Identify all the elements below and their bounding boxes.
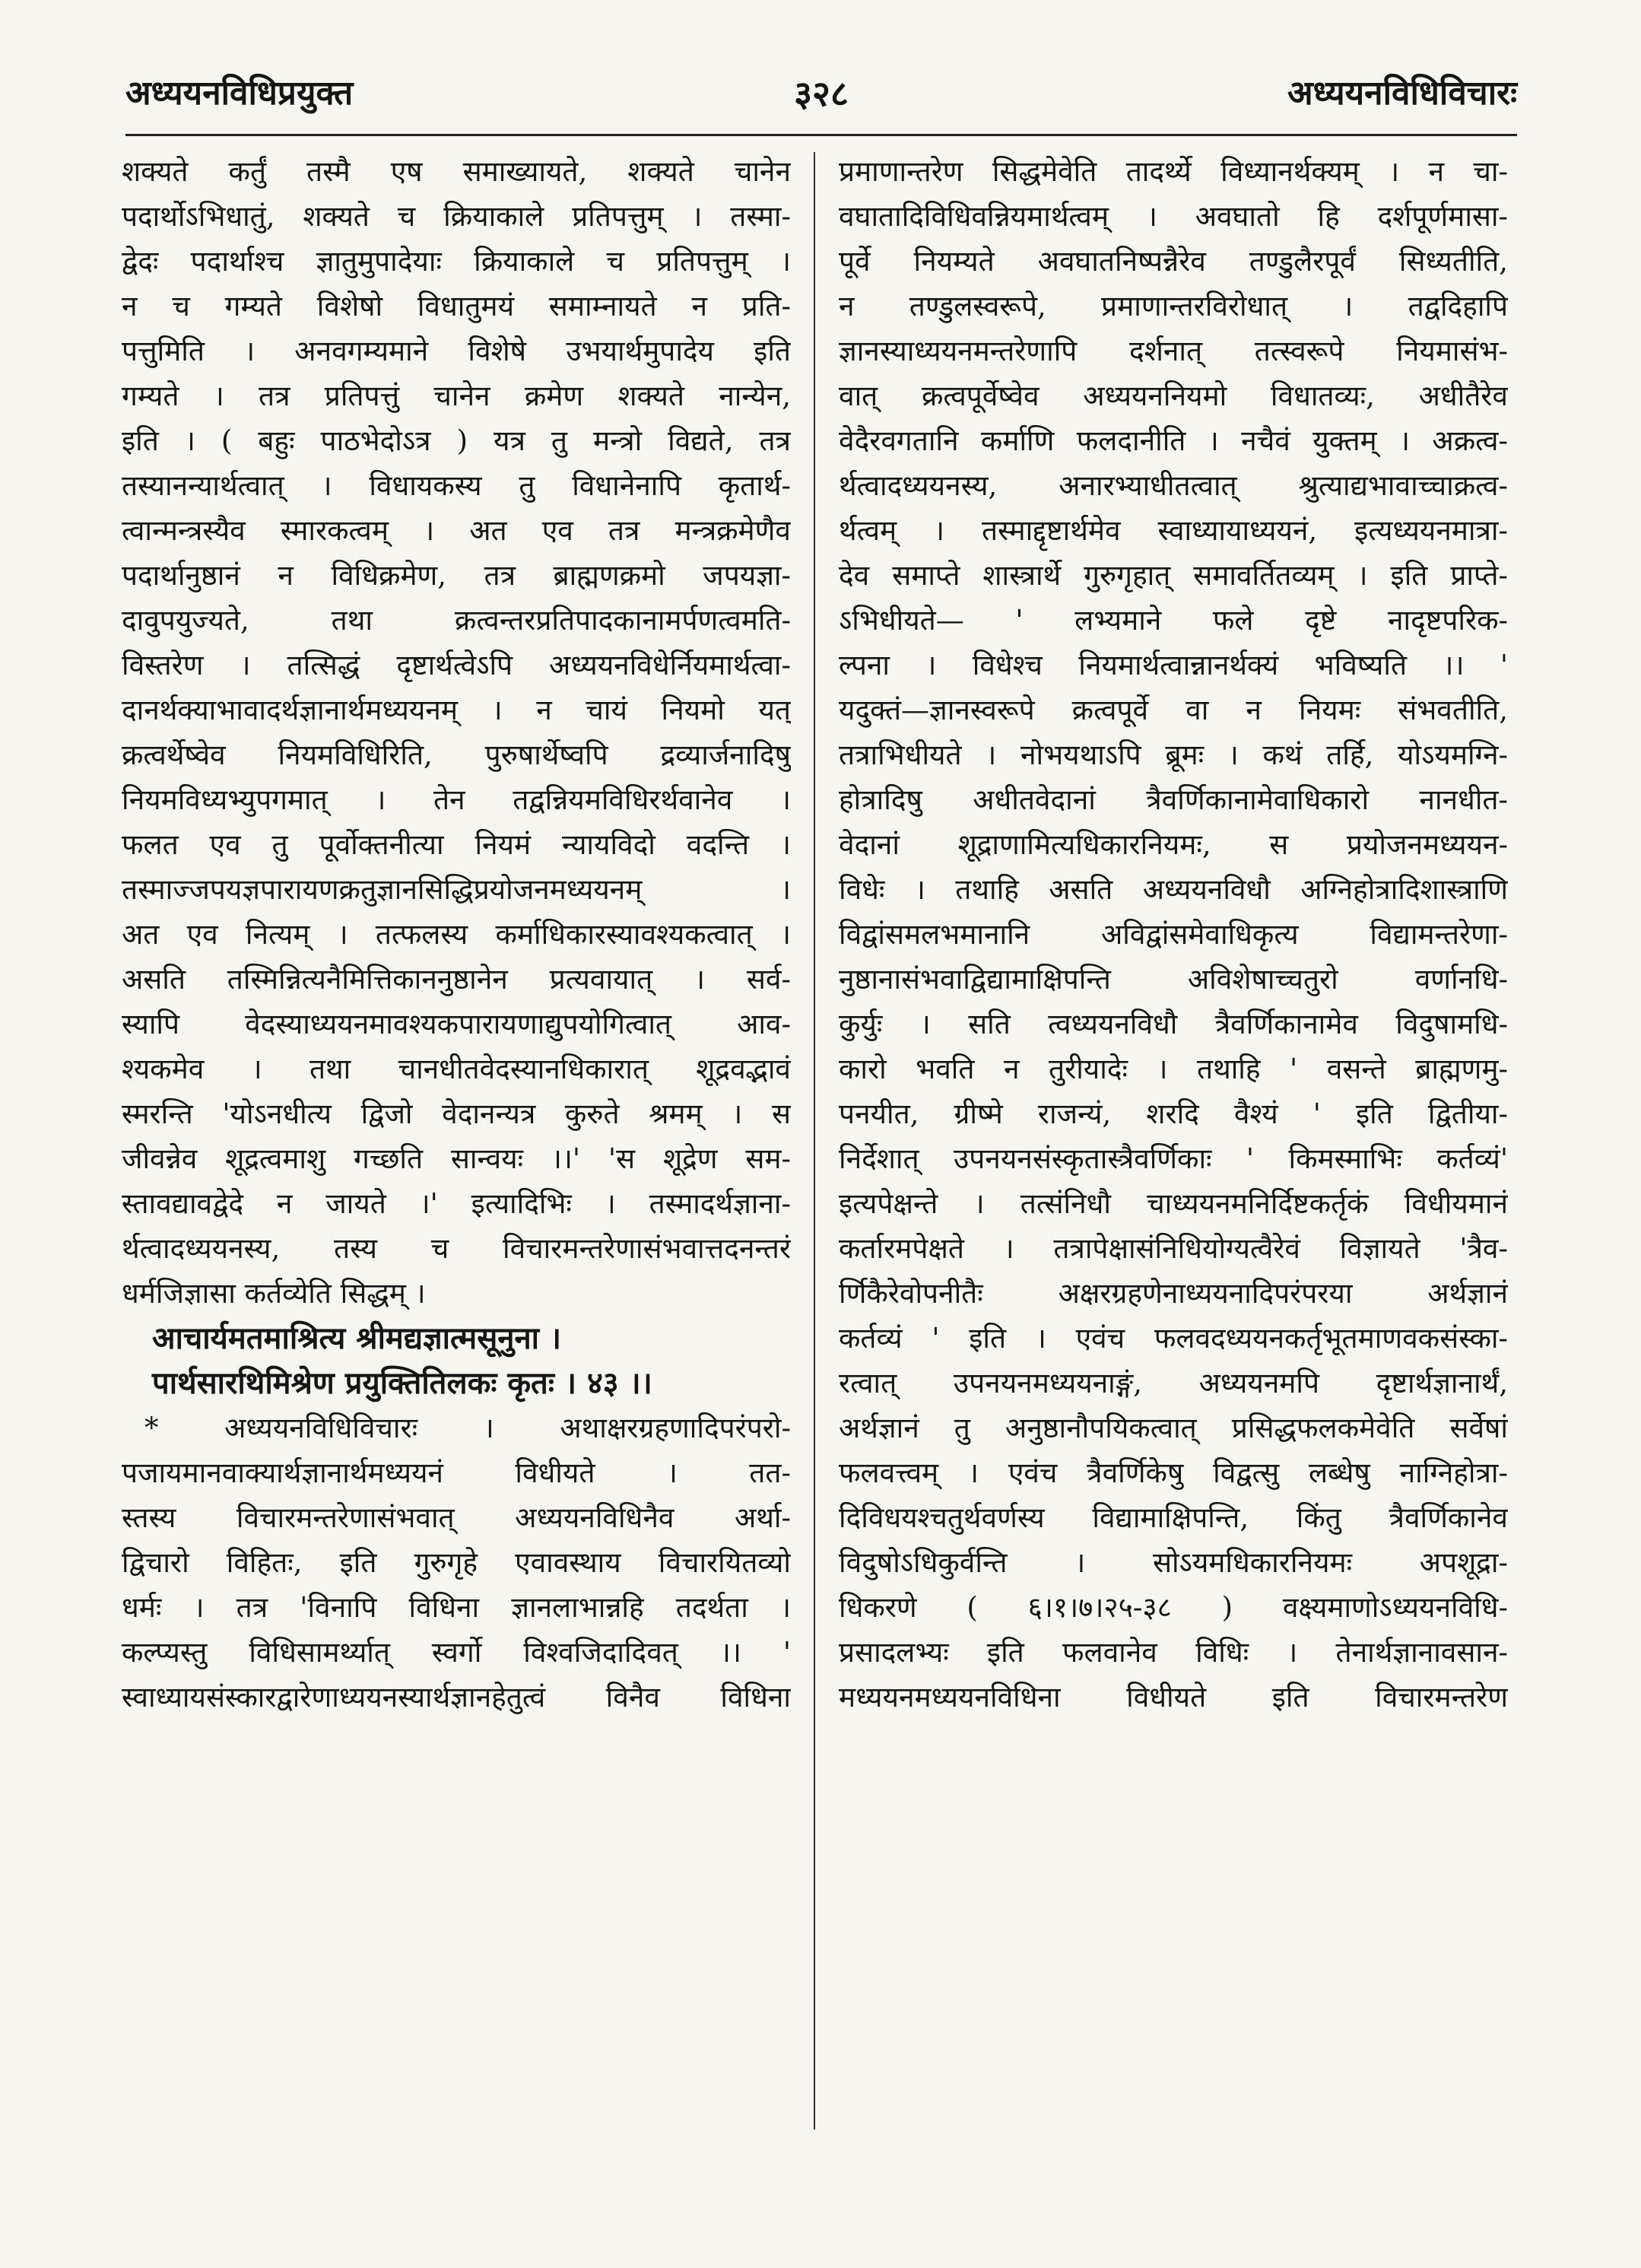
- text-line: कुर्युः । सति त्वध्ययनविधौ त्रैवर्णिकानामेव विदुषामधि-: [839, 1008, 1508, 1040]
- text-line: तस्माज्जपयज्ञपारायणक्रतुज्ञानसिद्धिप्रयोजनमध्ययनम् ।: [122, 873, 791, 906]
- text-line: पनयीत, ग्रीष्मे राजन्यं, शरदि वैश्यं ' इति द्वितीया-: [839, 1097, 1508, 1130]
- header-rule: [125, 134, 1517, 136]
- text-line: कारो भवति न तुरीयादेः । तथाहि ' वसन्ते ब्राह्मणमु-: [839, 1053, 1508, 1085]
- text-line: नियमविध्यभ्युपगमात् । तेन तद्वन्नियमविधिरर्थवानेव ।: [122, 783, 791, 816]
- text-line: मध्ययनमध्ययनविधिना विधीयते इति विचारमन्तरेण: [839, 1681, 1508, 1714]
- text-line: धर्मः । तत्र 'विनापि विधिना ज्ञानलाभान्नहि तदर्थता ।: [122, 1591, 791, 1624]
- page-number: ३२८: [794, 73, 849, 114]
- text-line: दावुपयुज्यते, तथा क्रत्वन्तरप्रतिपादकानामर्पणत्वमति-: [122, 604, 791, 637]
- running-head-right: अध्ययनविधिविचारः: [1287, 74, 1517, 113]
- text-line: स्तावद्यावद्वेदे न जायते ।' इत्यादिभिः । तस्मादर्थज्ञाना-: [122, 1187, 791, 1220]
- left-column: [122, 149, 791, 1720]
- text-line: देव समाप्ते शास्त्रार्थे गुरुगृहात् समावर्तितव्यम् । इति प्राप्ते-: [839, 559, 1508, 592]
- text-line: यदुक्तं—ज्ञानस्वरूपे क्रत्वपूर्वे वा न नियमः संभवतीति,: [839, 694, 1508, 726]
- text-line: स्यापि वेदस्याध्ययनमावश्यकपारायणाद्युपयोगित्वात् आव-: [122, 1008, 791, 1040]
- text-line: पत्तुमिति । अनवगम्यमाने विशेषे उभयार्थमुपादेय इति: [122, 335, 791, 367]
- text-line: गम्यते । तत्र प्रतिपत्तुं चानेन क्रमेण शक्यते नान्येन,: [122, 380, 791, 412]
- text-line: रत्वात् उपनयनमध्ययनाङ्गं, अध्ययनमपि दृष्टार्थज्ञानार्थं,: [839, 1367, 1508, 1399]
- text-line: तस्यानन्यार्थत्वात् । विधायकस्य तु विधानेनापि कृतार्थ-: [122, 469, 791, 502]
- text-line: जीवन्नेव शूद्रत्वमाशु गच्छति सान्वयः ।।' 'स शूद्रेण सम-: [122, 1142, 791, 1175]
- text-line: क्रत्वर्थेष्वेव नियमविधिरिति, पुरुषार्थेष्वपि द्रव्यार्जनादिषु: [122, 739, 791, 771]
- text-line: कल्प्यस्तु विधिसामर्थ्यात् स्वर्गो विश्वजिदादिवत् ।। ': [122, 1636, 791, 1669]
- text-line: धिकरणे ( ६।१।७।२५-३८ ) वक्ष्यमाणोऽध्ययनविधि-: [839, 1591, 1508, 1624]
- text-line: नुष्ठानासंभवाद्विद्यामाक्षिपन्ति अविशेषाच्चतुरो वर्णानधि-: [839, 963, 1508, 996]
- text-line: पजायमानवाक्यार्थज्ञानार्थमध्ययनं विधीयते । तत-: [122, 1456, 791, 1489]
- text-line: होत्रादिषु अधीतवेदानां त्रैवर्णिकानामेवाधिकारो नानधीत-: [839, 783, 1508, 816]
- text-line: स्मरन्ति 'योऽनधीत्य द्विजो वेदानन्यत्र कुरुते श्रमम् । स: [122, 1097, 791, 1130]
- text-line: दानर्थक्याभावादर्थज्ञानार्थमध्ययनम् । न चायं नियमो यत्: [122, 694, 791, 726]
- page-header: [125, 72, 1517, 133]
- text-line: अत एव नित्यम् । तत्फलस्य कर्माधिकारस्यावश्यकत्वात् ।: [122, 918, 791, 951]
- text-line: निर्देशात् उपनयनसंस्कृतास्त्रैवर्णिकाः ' किमस्माभिः कर्तव्यं': [839, 1142, 1508, 1175]
- running-head-left: अध्ययनविधिप्रयुक्त: [125, 74, 354, 113]
- text-line: धर्मजिज्ञासा कर्तव्येति सिद्धम् ।: [122, 1277, 426, 1310]
- text-line: वात् क्रत्वपूर्वेष्वेव अध्ययननियमो विधातव्यः, अधीतैरेव: [839, 380, 1508, 412]
- text-line: वेदैरवगतानि कर्माणि फलदानीति । नचैवं युक्तम् । अक्रत्व-: [839, 424, 1508, 457]
- text-line: कर्तारमपेक्षते । तत्रापेक्षासंनिधियोग्यत्वैरेवं विज्ञायते 'त्रैव-: [839, 1232, 1508, 1265]
- text-line: फलत एव तु पूर्वोक्तनीत्या नियमं न्यायविदो वदन्ति ।: [122, 828, 791, 861]
- text-line: श्यकमेव । तथा चानधीतवेदस्यानधिकारात् शूद्रवद्भावं: [122, 1053, 791, 1085]
- text-line: त्वान्मन्त्रस्यैव स्मारकत्वम् । अत एव तत्र मन्त्रक्रमेणैव: [122, 514, 791, 547]
- text-line: पदार्थानुष्ठानं न विधिक्रमेण, तत्र ब्राह्मणक्रमो जपयज्ञा-: [122, 559, 791, 592]
- text-line: अर्थज्ञानं तु अनुष्ठानौपयिकत्वात् प्रसिद्धफलकमेवेति सर्वेषां: [839, 1412, 1508, 1444]
- text-line: तत्राभिधीयते । नोभयथाऽपि ब्रूमः । कथं तर्हि, योऽयमग्नि-: [839, 739, 1508, 771]
- text-line: फलवत्त्वम् । एवंच त्रैवर्णिकेषु विद्वत्सु लब्धेषु नाग्निहोत्रा-: [839, 1456, 1508, 1489]
- text-line: विदुषोऽधिकुर्वन्ति । सोऽयमधिकारनियमः अपशूद्रा-: [839, 1546, 1508, 1579]
- text-line: र्थत्वम् । तस्माद्दृष्टार्थमेव स्वाध्यायाध्ययनं, इत्यध्ययनमात्रा-: [839, 514, 1508, 547]
- text-line: कर्तव्यं ' इति । एवंच फलवदध्ययनकर्तृभूतमाणवकसंस्का-: [839, 1322, 1508, 1355]
- text-line: वघातादिविधिवन्नियमार्थत्वम् । अवघातो हि दर्शपूर्णमासा-: [839, 200, 1508, 233]
- verse-line: पार्थसारथिमिश्रेण प्रयुक्तितिलकः कृतः । ४३ ।।: [152, 1365, 652, 1401]
- text-line: द्वेदः पदार्थाश्च ज्ञातुमुपादेयाः क्रियाकाले च प्रतिपत्तुम् ।: [122, 245, 791, 278]
- right-column: [839, 149, 1508, 1720]
- text-line: ज्ञानस्याध्ययनमन्तरेणापि दर्शनात् तत्स्वरूपे नियमासंभ-: [839, 335, 1508, 367]
- text-line: पूर्वे नियम्यते अवघातनिष्पन्नैरेव तण्डुलैरपूर्वं सिध्यतीति,: [839, 245, 1508, 278]
- text-line: द्विचारो विहितः, इति गुरुगृहे एवावस्थाय विचारयितव्यो: [122, 1546, 791, 1579]
- text-line: न च गम्यते विशेषो विधातुमयं समाम्नायते न प्रति-: [122, 290, 791, 322]
- verse-line: आचार्यमतमाश्रित्य श्रीमद्यज्ञात्मसूनुना ।: [152, 1320, 562, 1356]
- text-line: इति । ( बहुः पाठभेदोऽत्र ) यत्र तु मन्त्रो विद्यते, तत्र: [122, 424, 791, 457]
- section-heading-line: * अध्ययनविधिविचारः । अथाक्षरग्रहणादिपरंपरो-: [144, 1412, 791, 1444]
- text-line: ल्पना । विधेश्च नियमार्थत्वान्नानर्थक्यं भविष्यति ।। ': [839, 649, 1508, 681]
- column-divider: [814, 152, 815, 2130]
- text-line: विद्वांसमलभमानानि अविद्वांसमेवाधिकृत्य विद्यामन्तरेणा-: [839, 918, 1508, 951]
- text-line: ऽभिधीयते— ' लभ्यमाने फले दृष्टे नादृष्टपरिक-: [839, 604, 1508, 637]
- text-line: र्णिकैरेवोपनीतैः अक्षरग्रहणेनाध्ययनादिपरंपरया अर्थज्ञानं: [839, 1277, 1508, 1310]
- text-line: प्रमाणान्तरेण सिद्धमेवेति तादर्थ्ये विध्यानर्थक्यम् । न चा-: [839, 155, 1508, 188]
- text-line: विधेः । तथाहि असति अध्ययनविधौ अग्निहोत्रादिशास्त्राणि: [839, 873, 1508, 906]
- text-line: इत्यपेक्षन्ते । तत्संनिधौ चाध्ययनमनिर्दिष्टकर्तृकं विधीयमानं: [839, 1187, 1508, 1220]
- text-line: पदार्थोऽभिधातुं, शक्यते च क्रियाकाले प्रतिपत्तुम् । तस्मा-: [122, 200, 791, 233]
- text-line: स्तस्य विचारमन्तरेणासंभवात् अध्ययनविधिनैव अर्था-: [122, 1501, 791, 1534]
- text-line: विस्तरेण । तत्सिद्धं दृष्टार्थत्वेऽपि अध्ययनविधेर्नियमार्थत्वा-: [122, 649, 791, 681]
- text-line: स्वाध्यायसंस्कारद्वारेणाध्ययनस्यार्थज्ञानहेतुत्वं विनैव विधिना: [122, 1681, 791, 1714]
- text-line: प्रसादलभ्यः इति फलवानेव विधिः । तेनार्थज्ञानावसान-: [839, 1636, 1508, 1669]
- text-line: शक्यते कर्तुं तस्मै एष समाख्यायते, शक्यते चानेन: [122, 155, 791, 188]
- text-line: र्थत्वादध्ययनस्य, तस्य च विचारमन्तरेणासंभवात्तदनन्तरं: [122, 1232, 791, 1265]
- text-line: असति तस्मिन्नित्यनैमित्तिकाननुष्ठानेन प्रत्यवायात् । सर्व-: [122, 963, 791, 996]
- text-line: दिविधयश्चतुर्थवर्णस्य विद्यामाक्षिपन्ति, किंतु त्रैवर्णिकानेव: [839, 1501, 1508, 1534]
- text-line: न तण्डुलस्वरूपे, प्रमाणान्तरविरोधात् । तद्वदिहापि: [839, 290, 1508, 322]
- text-line: र्थत्वादध्ययनस्य, अनारभ्याधीतत्वात् श्रुत्याद्यभावाच्चाक्रत्व-: [839, 469, 1508, 502]
- text-line: वेदानां शूद्राणामित्यधिकारनियमः, स प्रयोजनमध्ययन-: [839, 828, 1508, 861]
